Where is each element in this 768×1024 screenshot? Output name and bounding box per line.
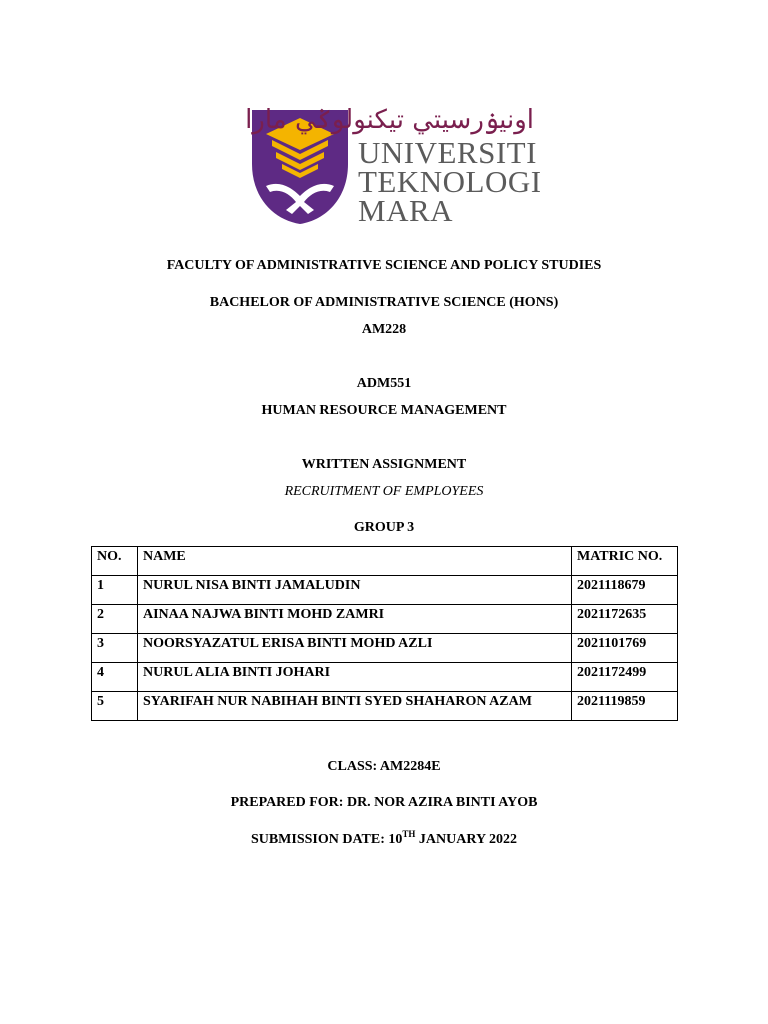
cell-matric: 2021172635 — [572, 605, 678, 634]
course-name: HUMAN RESOURCE MANAGEMENT — [261, 403, 507, 418]
course-code: ADM551 — [356, 376, 412, 391]
group-label: GROUP 3 — [353, 520, 415, 535]
cell-matric: 2021101769 — [572, 634, 678, 663]
faculty-title: FACULTY OF ADMINISTRATIVE SCIENCE AND POLICY STUDIES — [166, 258, 602, 273]
cell-matric: 2021172499 — [572, 663, 678, 692]
cell-no: 5 — [92, 692, 138, 721]
table-row — [92, 663, 678, 692]
uitm-logo — [245, 100, 542, 230]
cell-matric: 2021119859 — [572, 692, 678, 721]
cell-name: NURUL ALIA BINTI JOHARI — [138, 663, 572, 692]
submission-rest: JANUARY 2022 — [415, 832, 518, 847]
table-row — [92, 634, 678, 663]
table-header-row — [92, 547, 678, 576]
header-no: NO. — [92, 547, 138, 576]
assignment-type: WRITTEN ASSIGNMENT — [301, 457, 467, 472]
header-matric: MATRIC NO. — [572, 547, 678, 576]
cell-no: 1 — [92, 576, 138, 605]
programme-title: BACHELOR OF ADMINISTRATIVE SCIENCE (HONS) — [209, 295, 559, 310]
university-name-line: TEKNOLOGI — [358, 164, 542, 199]
cell-name: SYARIFAH NUR NABIHAH BINTI SYED SHAHARON AZAM — [138, 692, 572, 721]
submission-suffix: TH — [402, 829, 416, 839]
university-name — [358, 135, 542, 228]
cell-name: AINAA NAJWA BINTI MOHD ZAMRI — [138, 605, 572, 634]
programme-code: AM228 — [361, 322, 407, 337]
table-row — [92, 576, 678, 605]
university-name-line: MARA — [358, 193, 454, 228]
table-row — [92, 692, 678, 721]
table-row — [92, 605, 678, 634]
university-name-line: UNIVERSITI — [358, 135, 537, 170]
class-line: CLASS: AM2284E — [327, 759, 441, 774]
cell-no: 4 — [92, 663, 138, 692]
cell-no: 2 — [92, 605, 138, 634]
university-jawi-name: اونيۏرسيتي تيكنولوݢي مارا — [245, 105, 534, 135]
prepared-for: PREPARED FOR: DR. NOR AZIRA BINTI AYOB — [230, 795, 538, 810]
assignment-title: RECRUITMENT OF EMPLOYEES — [284, 484, 484, 499]
header-name: NAME — [138, 547, 572, 576]
cell-name: NOORSYAZATUL ERISA BINTI MOHD AZLI — [138, 634, 572, 663]
submission-prefix: SUBMISSION DATE: 10 — [250, 832, 403, 847]
submission-date — [0, 831, 768, 849]
cell-name: NURUL NISA BINTI JAMALUDIN — [138, 576, 572, 605]
cell-no: 3 — [92, 634, 138, 663]
group-members-table — [91, 546, 678, 721]
cell-matric: 2021118679 — [572, 576, 678, 605]
